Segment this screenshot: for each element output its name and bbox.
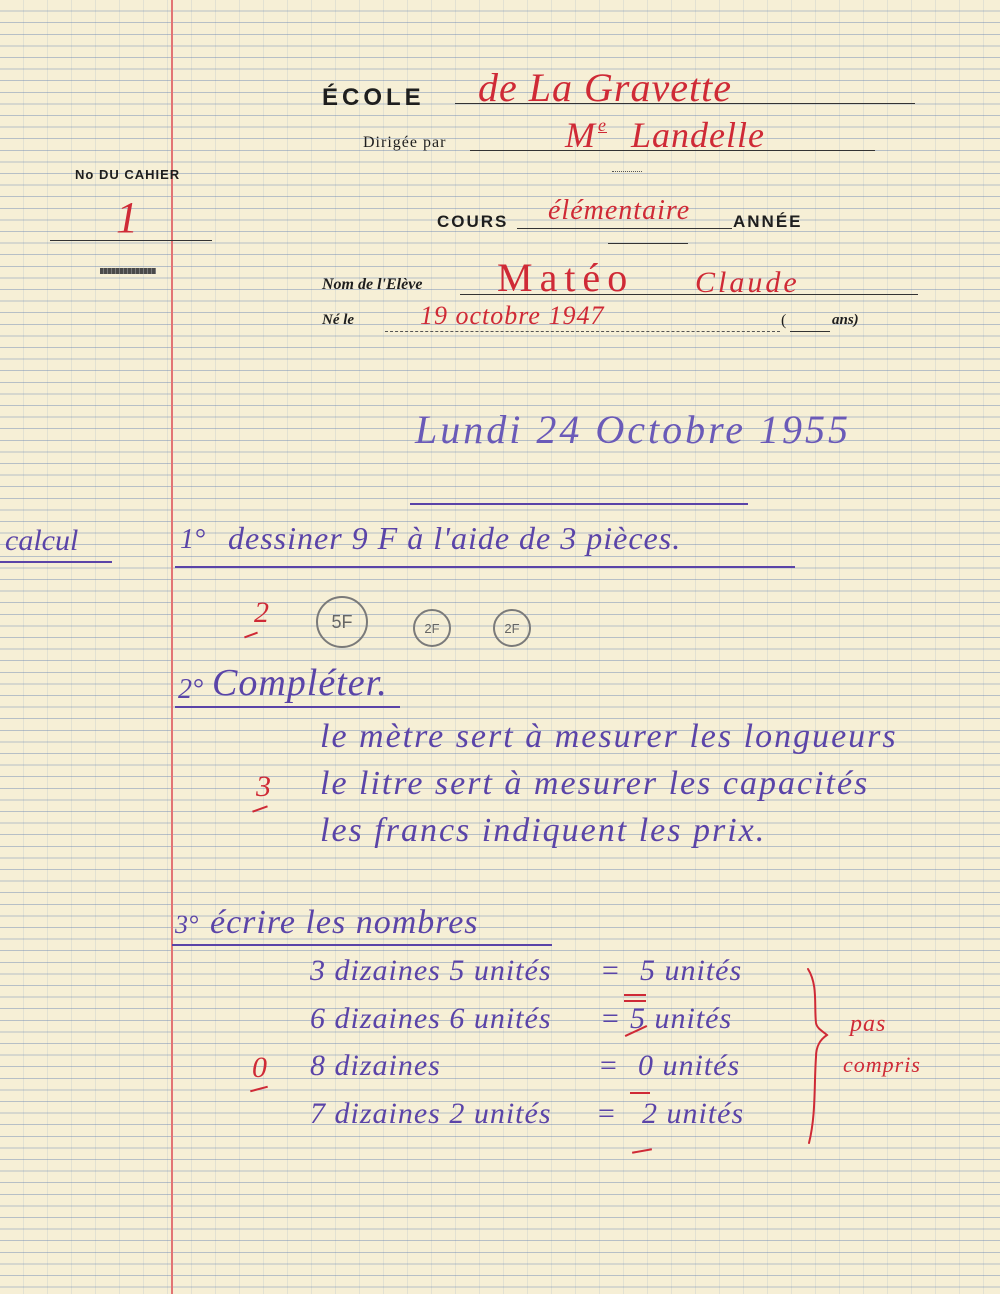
exercise-1-grade: 2 bbox=[254, 596, 269, 629]
year-label: ANNÉE bbox=[733, 212, 803, 231]
director-name-field bbox=[565, 115, 765, 156]
course-line bbox=[517, 228, 732, 229]
exercise-2-number: 2° bbox=[178, 674, 204, 705]
school-label: ÉCOLE bbox=[322, 84, 425, 111]
exercise-2-line: les francs indiquent les prix. bbox=[320, 812, 767, 849]
teacher-comment: compris bbox=[843, 1052, 921, 1077]
number-row-left: 3 dizaines 5 unités bbox=[310, 954, 552, 987]
exercise-2-underline bbox=[175, 706, 400, 708]
teacher-comment: pas bbox=[850, 1011, 887, 1037]
header-separator-mark bbox=[612, 171, 642, 172]
lesson-date: Lundi 24 Octobre 1955 bbox=[415, 407, 851, 452]
exercise-2-grade-mark bbox=[252, 805, 268, 812]
coin-2f: 2F bbox=[493, 609, 531, 647]
course-value: élémentaire bbox=[548, 195, 691, 226]
exercise-1-grade-mark bbox=[244, 632, 258, 639]
subject-label: calcul bbox=[5, 524, 79, 557]
number-row-equals: = bbox=[600, 954, 621, 987]
exercise-1-number: 1° bbox=[180, 524, 206, 555]
director-name: Landelle bbox=[631, 115, 765, 156]
exercise-2-line: le mètre sert à mesurer les longueurs bbox=[320, 718, 898, 755]
exercise-2-grade: 3 bbox=[256, 770, 271, 803]
birth-date: 19 octobre 1947 bbox=[420, 301, 605, 330]
number-row-equals: = bbox=[600, 1002, 621, 1035]
notebook-label: No DU CAHIER bbox=[75, 167, 181, 182]
student-first-name: Claude bbox=[695, 266, 800, 299]
age-paren-open: ( bbox=[781, 312, 787, 329]
subject-underline bbox=[0, 561, 112, 563]
birth-label: Né le bbox=[322, 312, 355, 328]
school-name: de La Gravette bbox=[478, 65, 732, 110]
director-label: Dirigée par bbox=[363, 134, 447, 151]
correction-bracket bbox=[800, 965, 832, 1147]
exercise-3-instruction: écrire les nombres bbox=[210, 904, 479, 941]
director-prefix-sup: e bbox=[598, 115, 607, 135]
number-row-answer: 2 unités bbox=[642, 1097, 745, 1130]
exercise-3-grade-mark bbox=[250, 1086, 268, 1093]
birth-line bbox=[385, 331, 780, 332]
coin-2f: 2F bbox=[413, 609, 451, 647]
exercise-3-grade: 0 bbox=[252, 1051, 267, 1084]
student-label: Nom de l'Elève bbox=[322, 276, 423, 293]
notebook-number: 1 bbox=[116, 193, 138, 242]
exercise-3-underline bbox=[172, 944, 552, 946]
exercise-2-instruction: Compléter. bbox=[212, 662, 388, 704]
number-row-equals: = bbox=[596, 1097, 617, 1130]
number-row-left: 6 dizaines 6 unités bbox=[310, 1002, 552, 1035]
exercise-1-instruction: dessiner 9 F à l'aide de 3 pièces. bbox=[228, 520, 682, 556]
number-row-answer: 0 unités bbox=[638, 1049, 741, 1082]
exercise-1-underline bbox=[175, 566, 795, 568]
exercise-3-number: 3° bbox=[175, 910, 199, 939]
number-row-left: 7 dizaines 2 unités bbox=[310, 1097, 552, 1130]
number-row-answer: 5 unités bbox=[640, 954, 743, 987]
exercise-2-line: le litre sert à mesurer les capacités bbox=[320, 765, 870, 802]
course-label: COURS bbox=[437, 212, 509, 231]
correction-mark bbox=[630, 1092, 650, 1094]
decorative-bar bbox=[100, 268, 156, 274]
lesson-date-underline bbox=[410, 503, 748, 505]
number-row-equals: = bbox=[598, 1049, 619, 1082]
correction-mark bbox=[624, 994, 646, 996]
year-line bbox=[608, 243, 688, 244]
age-label: ans) bbox=[832, 312, 859, 328]
correction-mark bbox=[632, 1148, 652, 1153]
number-row-left: 8 dizaines bbox=[310, 1049, 441, 1082]
student-last-name: Matéo bbox=[497, 255, 635, 300]
number-row-answer: 5 unités bbox=[630, 1002, 733, 1035]
age-line bbox=[790, 331, 830, 332]
coin-5f: 5F bbox=[316, 596, 368, 648]
director-prefix: M bbox=[565, 115, 596, 156]
notebook-number-line bbox=[50, 240, 212, 241]
